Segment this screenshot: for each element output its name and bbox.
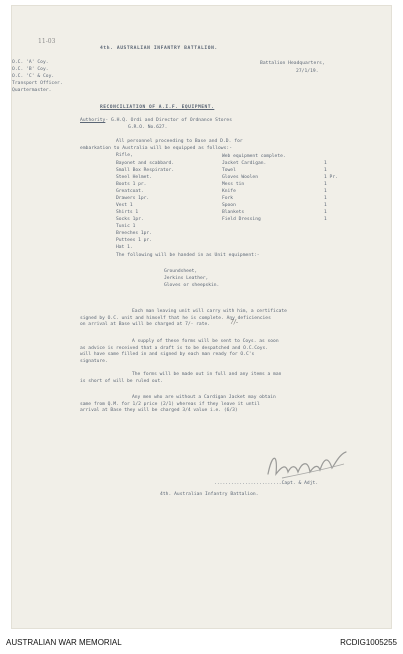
qty-cell: 1	[324, 203, 327, 208]
qty-cell: 1	[324, 217, 327, 222]
equipment-item: Web equipment complete.	[222, 154, 286, 159]
intro-line: embarkation to Australia will be equipped as follows:-	[80, 146, 233, 151]
equipment-item: Vest 1	[116, 203, 133, 208]
equipment-item: Greatcoat.	[116, 189, 144, 194]
equipment-item: Towel	[222, 168, 236, 173]
equipment-item: Jacket Cardigan.	[222, 161, 267, 166]
document-title: RECONCILIATION OF A.I.F. EQUIPMENT.	[100, 105, 215, 110]
equipment-list-left	[116, 160, 174, 251]
equipment-qty	[324, 153, 338, 223]
equipment-item: Shirts 1	[116, 210, 139, 215]
pencil-mark: 11-03	[38, 38, 56, 45]
signature-scrawl	[262, 444, 352, 486]
qty-cell: 1	[324, 182, 327, 187]
handwritten-amount: 7/-	[230, 319, 239, 326]
hq-line: Battalion Headquarters,	[260, 61, 325, 66]
equipment-item: Blankets	[222, 210, 245, 215]
unit-equipment-item: Jerkins Leather,	[164, 276, 209, 281]
unit-equipment-line: The following will be handed in as Unit equipment:-	[116, 253, 260, 258]
equipment-item: Spoon	[222, 203, 236, 208]
paragraph-cardigan: Any men who are without a Cardigan Jacket may obtain same from Q.M. for 1/2 price (2/1) whereas if they leave it until arrival at Base they will be charged 3/4 value i.e. (6/3)	[80, 395, 276, 414]
unit-equipment-item: Gloves or sheepskin.	[164, 283, 220, 288]
equipment-item: Small Box Respirator.	[116, 168, 175, 173]
unit-equipment-list	[164, 268, 219, 289]
equipment-item: Tunic 1	[116, 224, 136, 229]
equipment-item: Knife	[222, 189, 236, 194]
equipment-item: Steel Helmet.	[116, 175, 152, 180]
document-heading: 4th. AUSTRALIAN INFANTRY BATTALION.	[100, 46, 218, 51]
equipment-item: Socks 1pr.	[116, 217, 144, 222]
equipment-item: Gloves Woolen	[222, 175, 258, 180]
hq-date: 27/1/19.	[296, 69, 319, 74]
equipment-item: Hat 1.	[116, 245, 133, 250]
equipment-item: Breeches 1pr.	[116, 231, 152, 236]
addressee: Quartermaster.	[12, 88, 52, 93]
qty-cell: 1	[324, 161, 327, 166]
paragraph-forms: A supply of these forms will be sent to Coys. as soon as advice is received that a draft is to be despatched and O.C.Coys. will have same filled in and signed by each man ready for O.C's signature.	[80, 339, 279, 364]
archive-reference: RCDIG1005255	[340, 638, 397, 647]
unit-equipment-item: Groundsheet,	[164, 269, 198, 274]
equipment-list-right	[222, 153, 286, 223]
paragraph-certificate: Each man leaving unit will carry with him, a certificate signed by O.C. unit and himself that he is complete. Any deficiencies on arrival at Base will be charged at 7/- rate.	[80, 309, 287, 328]
document-page	[12, 6, 391, 628]
qty-cell	[324, 153, 338, 160]
battalion-line: 4th. Australian Infantry Battalion.	[160, 492, 259, 497]
rifle-label: Rifle,	[116, 153, 133, 158]
paragraph-ruled-out: The forms will be made out in full and any items a man is short of will be ruled out.	[80, 372, 282, 384]
equipment-item: Field Dressing	[222, 217, 261, 222]
archive-footer	[0, 628, 403, 654]
equipment-item: Boots 1 pr.	[116, 182, 147, 187]
qty-cell: 1	[324, 196, 327, 201]
equipment-item: Puttees 1 pr.	[116, 238, 152, 243]
qty-cell: 1 Pr.	[324, 175, 338, 180]
archive-name: AUSTRALIAN WAR MEMORIAL	[6, 638, 122, 647]
intro-line: All personnel proceeding to Base and D.D. for	[116, 139, 243, 144]
signature-line: ........................Capt. & Adjt.	[214, 481, 319, 486]
equipment-item: Mess tin	[222, 182, 245, 187]
qty-cell: 1	[324, 210, 327, 215]
addressee: O.C. 'B' Coy.	[12, 67, 49, 72]
equipment-item: Fork	[222, 196, 234, 201]
addressee: O.C. 'A' Coy.	[12, 60, 49, 65]
authority-ref: G.R.O. No.627.	[128, 125, 168, 130]
authority: Authority- G.H.Q. Ordi and Director of Ordnance Stores	[80, 118, 233, 123]
qty-cell: 1	[324, 189, 327, 194]
equipment-item: Bayonet and scabbard.	[116, 161, 175, 166]
addressee: Transport Officer.	[12, 81, 63, 86]
qty-cell: 1	[324, 168, 327, 173]
addressee: O.C. 'C' & Coy.	[12, 74, 55, 79]
equipment-item: Drawers 1pr.	[116, 196, 150, 201]
